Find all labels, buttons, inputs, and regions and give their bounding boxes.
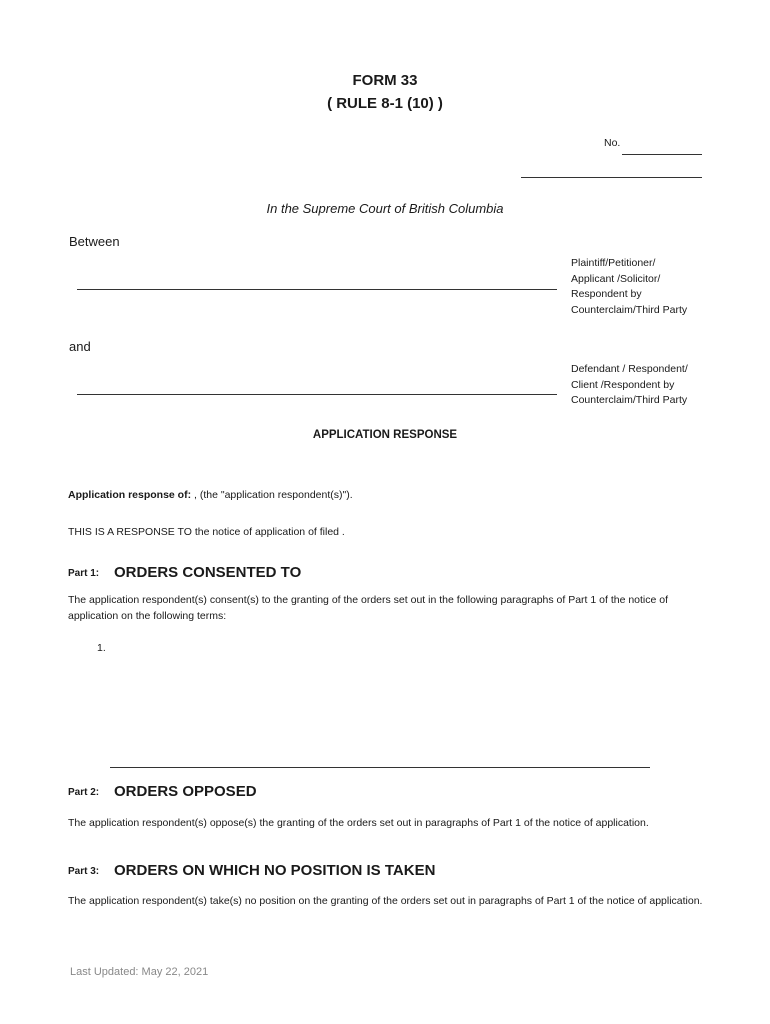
response-statement: THIS IS A RESPONSE TO the notice of application of filed .	[68, 526, 345, 538]
plaintiff-role-line: Counterclaim/Third Party	[571, 303, 688, 316]
plaintiff-role	[571, 256, 687, 318]
plaintiff-name-line	[77, 289, 557, 290]
part1-item-number: 1.	[97, 642, 106, 654]
plaintiff-role-line: Plaintiff/Petitioner/	[571, 257, 656, 269]
defendant-role	[571, 362, 688, 409]
part2-label: Part 2:	[68, 787, 100, 798]
part1-text: The application respondent(s) consent(s) to the granting of the orders set out in the following paragraphs of Part 1 of the notice of application on the following terms:	[68, 594, 669, 622]
form-title: FORM 33	[352, 72, 418, 89]
defendant-role-line: Client /Respondent by	[571, 378, 675, 391]
file-number-line	[622, 154, 702, 155]
document-heading: APPLICATION RESPONSE	[312, 429, 458, 441]
file-number-label: No.	[604, 137, 621, 149]
part1-signature-line	[110, 767, 650, 768]
response-of-line	[68, 487, 353, 503]
plaintiff-role-line: Respondent by	[571, 288, 642, 300]
part2-title: ORDERS OPPOSED	[114, 783, 257, 800]
plaintiff-role-line: Applicant /Solicitor/	[571, 272, 661, 285]
part3-title: ORDERS ON WHICH NO POSITION IS TAKEN	[114, 862, 436, 879]
part1-label: Part 1:	[68, 568, 100, 579]
part2-text: The application respondent(s) oppose(s) the granting of the orders set out in paragraphs of Part 1 of the notice of application.	[68, 817, 649, 829]
footer-last-updated: Last Updated: May 22, 2021	[70, 966, 209, 978]
part3-label: Part 3:	[68, 866, 100, 877]
part1-title: ORDERS CONSENTED TO	[114, 564, 302, 581]
and-label: and	[69, 339, 91, 354]
registry-line	[521, 177, 702, 178]
court-name: In the Supreme Court of British Columbia	[266, 201, 504, 216]
form-rule: ( RULE 8-1 (10) )	[327, 95, 443, 112]
part3-text: The application respondent(s) take(s) no position on the granting of the orders set out in paragraphs of Part 1 of the notice of application.	[68, 895, 703, 907]
between-label: Between	[69, 234, 120, 249]
defendant-name-line	[77, 394, 557, 395]
defendant-role-line: Counterclaim/Third Party	[571, 394, 688, 406]
response-of-text: , (the "application respondent(s)").	[194, 489, 353, 501]
defendant-role-line: Defendant / Respondent/	[571, 363, 688, 375]
response-of-label: Application response of:	[68, 489, 192, 501]
